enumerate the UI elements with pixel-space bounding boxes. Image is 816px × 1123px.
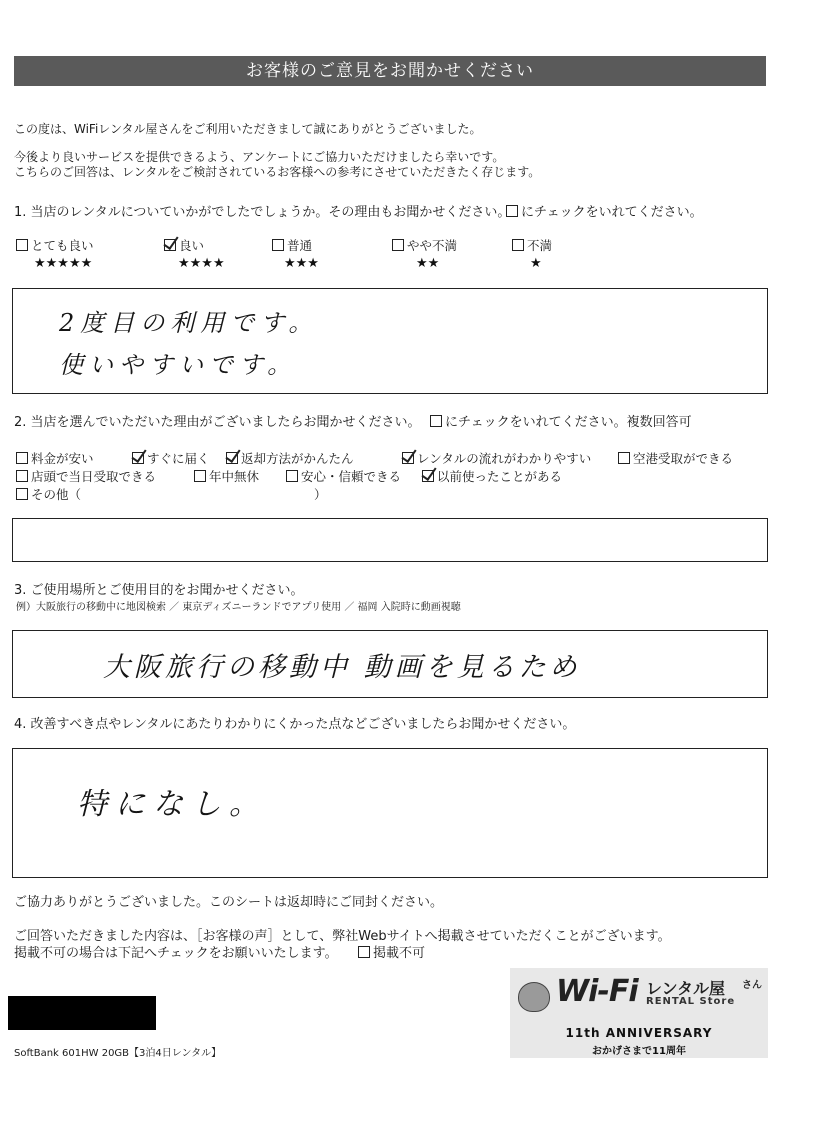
intro-line-2: 今後より良いサービスを提供できるよう、アンケートにご協力いただけましたら幸いです。 [14,150,505,164]
footer-notice-1: ご回答いただきました内容は、［お客様の声］として、弊社Webサイトへ掲載させていただくことがございます。 [14,929,671,944]
q1-stars-4: ★★★★ [178,256,225,271]
checkbox[interactable] [358,946,370,958]
mascot-icon [518,982,550,1012]
q1-option-very-good[interactable]: とても良い [16,238,94,254]
footer-notice-2: 掲載不可の場合は下記へチェックをお願いいたします。 [14,946,338,961]
q4-question: 4. 改善すべき点やレンタルにあたりわかりにくかった点などございましたらお聞かせください。 [14,717,576,732]
q2-option-airport-pickup[interactable]: 空港受取ができる [618,451,733,467]
footer-thanks: ご協力ありがとうございました。このシートは返却時にご同封ください。 [14,895,444,910]
checkbox[interactable] [286,470,298,482]
q4-answer-box[interactable] [12,748,768,878]
intro-line-3: こちらのご回答は、レンタルをご検討されているお客様への参考にさせていただきたく存じます。 [14,165,541,179]
q2-option-cheap[interactable]: 料金が安い [16,451,94,467]
q2-option-open-all-year[interactable]: 年中無休 [194,469,259,485]
q2-option-same-day-store[interactable]: 店頭で当日受取できる [16,469,156,485]
checkbox[interactable] [618,452,630,464]
logo-wifi-text: Wi-Fi [556,974,638,1009]
q3-answer: 大阪旅行の移動中 動画を見るため [103,652,581,683]
q2-other-close: ） [314,487,327,502]
q1-option-somewhat-dissatisfied[interactable]: やや不満 [392,238,457,254]
q3-answer-box[interactable] [12,630,768,698]
q1-stars-3: ★★★ [284,256,319,271]
q2-option-fast-delivery[interactable]: すぐに届く [132,451,210,467]
q1-answer-line-2: 使いやすいです。 [59,351,298,379]
q1-stars-5: ★★★★★ [34,256,93,271]
checkbox-checked[interactable] [226,452,238,464]
logo-store-text: RENTAL Store [646,996,736,1007]
q1-option-dissatisfied[interactable]: 不満 [512,238,552,254]
q2-option-other[interactable]: その他（ [16,487,81,503]
logo-san-text: さん [742,980,762,991]
checkbox-sample [506,205,518,217]
intro-line-1: この度は、WiFiレンタル屋さんをご利用いただきまして誠にありがとうございました。 [14,122,482,136]
no-publish-option[interactable]: 掲載不可 [358,945,425,963]
checkbox-checked[interactable] [164,239,176,251]
wifi-rental-logo [510,968,768,1058]
q1-answer-line-1: 2度目の利用です。 [59,309,319,337]
q1-option-good[interactable]: 良い [164,238,204,254]
page-title: お客様のご意見をお聞かせください [14,56,766,86]
checkbox[interactable] [272,239,284,251]
q2-question: 2. 当店を選んでいただいた理由がございましたらお聞かせください。 [14,415,421,430]
checkbox-checked[interactable] [422,470,434,482]
checkbox[interactable] [16,488,28,500]
checkbox-sample [430,415,442,427]
checkbox[interactable] [16,470,28,482]
product-info: SoftBank 601HW 20GB【3泊4日レンタル】 [14,1048,222,1059]
q1-stars-1: ★ [530,256,542,271]
q2-instruction: にチェックをいれてください。複数回答可 [430,414,692,432]
logo-rental-text: レンタル屋 [646,979,725,998]
q2-answer-box[interactable] [12,518,768,562]
q2-option-easy-return[interactable]: 返却方法がかんたん [226,451,354,467]
checkbox-checked[interactable] [402,452,414,464]
checkbox[interactable] [16,452,28,464]
q1-answer-box[interactable] [12,288,768,394]
q1-stars-2: ★★ [416,256,440,271]
checkbox[interactable] [512,239,524,251]
checkbox-checked[interactable] [132,452,144,464]
q1-question: 1. 当店のレンタルについていかがでしたでしょうか。その理由もお聞かせください。 [14,205,511,220]
logo-anniversary: 11th ANNIVERSARY [565,1026,713,1040]
q2-option-used-before[interactable]: 以前使ったことがある [422,469,562,485]
q2-option-clear-flow[interactable]: レンタルの流れがわかりやすい [402,451,591,467]
q2-option-trustworthy[interactable]: 安心・信頼できる [286,469,401,485]
q3-example: 例）大阪旅行の移動中に地図検索 ／ 東京ディズニーランドでアプリ使用 ／ 福岡 入院時に動画視聴 [16,602,461,613]
logo-thanks: おかげさまで11周年 [592,1046,686,1057]
checkbox[interactable] [194,470,206,482]
q1-instruction: にチェックをいれてください。 [506,204,703,222]
redacted-block [8,996,156,1030]
q4-answer: 特になし。 [77,787,267,822]
checkbox[interactable] [16,239,28,251]
checkbox[interactable] [392,239,404,251]
q3-question: 3. ご使用場所とご使用目的をお聞かせください。 [14,583,304,598]
q1-option-average[interactable]: 普通 [272,238,312,254]
